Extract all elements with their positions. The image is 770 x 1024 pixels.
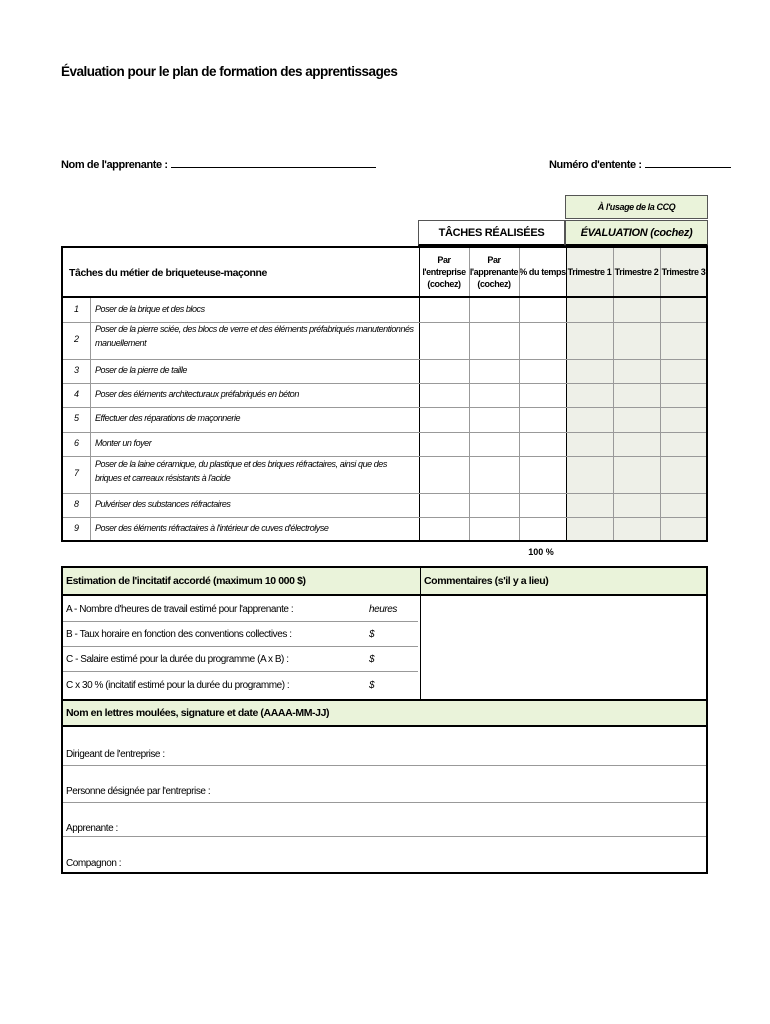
estimation-section [61, 566, 708, 874]
tasks-table [61, 246, 708, 542]
divider [63, 517, 706, 518]
divider [63, 407, 706, 408]
task-label: Monter un foyer [95, 438, 152, 448]
task-label: Poser de la pierre sciée, des blocs de verre et des éléments préfabriqués manutentionnés manuellement [95, 324, 414, 348]
divider [469, 248, 470, 540]
divider [660, 248, 661, 540]
metier-column-header: Tâches du métier de briqueteuse-maçonne [69, 267, 267, 279]
estimation-row-unit: $ [369, 629, 375, 640]
trimestre-3-header: Trimestre 3 [661, 267, 706, 278]
estimation-header: Estimation de l'incitatif accordé (maximum 10 000 $) [63, 568, 420, 594]
evaluation-header: ÉVALUATION (cochez) [565, 220, 708, 246]
apprenant-field[interactable] [61, 157, 376, 171]
divider [519, 248, 520, 540]
task-label: Effectuer des réparations de maçonnerie [95, 413, 241, 423]
estimation-row-unit: $ [369, 680, 375, 691]
estimation-row-unit: heures [369, 604, 397, 615]
trimestre-1-header: Trimestre 1 [567, 267, 612, 278]
estimation-row-d [63, 673, 420, 698]
divider [420, 568, 421, 703]
ccq-usage-box: À l'usage de la CCQ [565, 195, 708, 219]
total-percentage: 100 % [528, 547, 554, 557]
divider [63, 359, 706, 360]
task-label: Poser de la laine céramique, du plastique et des briques réfractaires, ainsi que des briques et carreaux résistants à l'acide [95, 459, 387, 483]
divider [63, 594, 706, 596]
divider [63, 493, 706, 494]
task-label: Poser des éléments réfractaires à l'intérieur de cuves d'électrolyse [95, 523, 329, 533]
task-label: Poser des éléments architecturaux préfabriqués en béton [95, 389, 299, 399]
entente-label: Numéro d'entente : [549, 159, 642, 171]
divider [419, 248, 420, 540]
task-number: 1 [73, 304, 79, 314]
estimation-row-b [63, 622, 420, 647]
taches-realisees-header: TÂCHES RÉALISÉES [418, 220, 565, 246]
apprenant-blank[interactable] [171, 157, 376, 168]
entente-blank[interactable] [645, 157, 731, 168]
task-label: Poser de la brique et des blocs [95, 304, 205, 314]
apprenant-label: Nom de l'apprenante : [61, 159, 168, 171]
task-label: Pulvériser des substances réfractaires [95, 499, 231, 509]
divider [90, 298, 91, 540]
signature-row-designee[interactable]: Personne désignée par l'entreprise : [66, 786, 211, 797]
task-number: 9 [73, 523, 79, 533]
page-title: Évaluation pour le plan de formation des apprentissages [61, 64, 398, 79]
divider [566, 248, 567, 540]
signature-row-compagnon[interactable]: Compagnon : [66, 858, 122, 869]
divider [63, 671, 418, 672]
estimation-row-c [63, 647, 420, 672]
divider [63, 296, 706, 298]
estimation-row-unit: $ [369, 654, 375, 665]
signature-row-dirigeant[interactable]: Dirigeant de l'entreprise : [66, 749, 165, 760]
estimation-row-label: C x 30 % (incitatif estimé pour la durée du programme) : [66, 680, 290, 691]
divider [63, 456, 706, 457]
task-number: 8 [73, 499, 79, 509]
task-label: Poser de la pierre de taille [95, 365, 187, 375]
entente-field[interactable] [549, 157, 731, 171]
task-number: 7 [73, 468, 79, 478]
estimation-row-a [63, 597, 420, 622]
signatures-header: Nom en lettres moulées, signature et date (AAAA-MM-JJ) [63, 701, 706, 725]
task-number: 4 [73, 389, 79, 399]
apprenante-column-header: Par l'apprenante (cochez) [469, 255, 519, 289]
task-number: 2 [73, 334, 79, 344]
task-number: 5 [73, 413, 79, 423]
trimestre-2-header: Trimestre 2 [614, 267, 659, 278]
task-number: 3 [73, 365, 79, 375]
task-number: 6 [73, 438, 79, 448]
estimation-row-label: A - Nombre d'heures de travail estimé pour l'apprenante : [66, 604, 294, 615]
entreprise-column-header: Par l'entreprise (cochez) [422, 255, 466, 289]
divider [63, 432, 706, 433]
estimation-row-label: B - Taux horaire en fonction des conventions collectives : [66, 629, 292, 640]
divider [63, 383, 706, 384]
signature-row-apprenante[interactable]: Apprenante : [66, 823, 118, 834]
temps-column-header: % du temps [519, 267, 566, 278]
estimation-row-label: C - Salaire estimé pour la durée du programme (A x B) : [66, 654, 289, 665]
comments-header: Commentaires (s'il y a lieu) [420, 568, 706, 594]
divider [613, 248, 614, 540]
